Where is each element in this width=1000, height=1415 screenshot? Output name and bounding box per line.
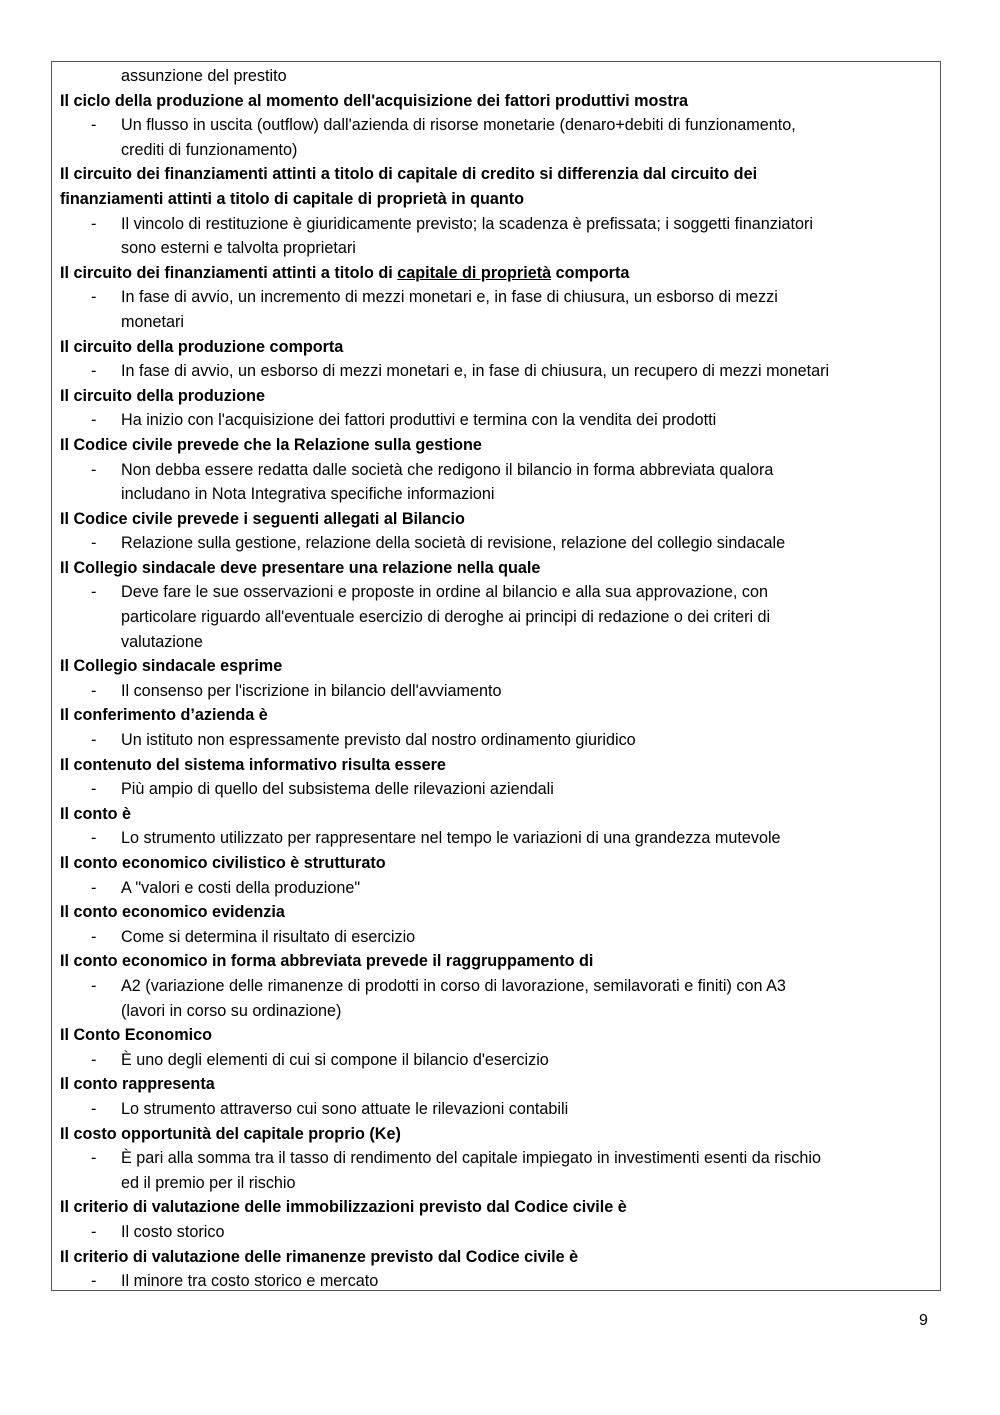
qa-item bbox=[60, 949, 932, 1023]
answer-text: crediti di funzionamento) bbox=[121, 140, 298, 159]
answer-text: ed il premio per il rischio bbox=[121, 1173, 296, 1192]
answer-text: A2 (variazione delle rimanenze di prodotti in corso di lavorazione, semilavorati e finiti) con A3 bbox=[121, 976, 786, 995]
qa-item bbox=[60, 261, 932, 335]
bullet-dash: - bbox=[91, 829, 97, 848]
answer-continuation bbox=[60, 138, 932, 163]
question-underlined-text: capitale di proprietà bbox=[397, 263, 552, 282]
bullet-dash: - bbox=[91, 116, 97, 135]
answer-text: Relazione sulla gestione, relazione della società di revisione, relazione del collegio sindacale bbox=[121, 534, 786, 553]
qa-box bbox=[51, 61, 941, 1291]
question: Il criterio di valutazione delle immobilizzazioni previsto dal Codice civile è bbox=[60, 1198, 627, 1217]
answer-continuation bbox=[60, 605, 932, 630]
answer-text: Più ampio di quello del subsistema delle rilevazioni aziendali bbox=[121, 780, 554, 799]
bullet-dash: - bbox=[91, 460, 97, 479]
question: Il Collegio sindacale esprime bbox=[60, 657, 283, 676]
question-text: Il circuito dei finanziamenti attinti a titolo di bbox=[60, 263, 398, 282]
bullet-dash: - bbox=[91, 1050, 97, 1069]
answer-text: Deve fare le sue osservazioni e proposte in ordine al bilancio e alla sua approvazione, con bbox=[121, 583, 768, 602]
bullet-dash: - bbox=[91, 681, 97, 700]
answer bbox=[60, 974, 932, 999]
qa-item bbox=[60, 1195, 932, 1244]
bullet-dash: - bbox=[91, 214, 97, 233]
question: Il conto economico in forma abbreviata prevede il raggruppamento di bbox=[60, 952, 594, 971]
question: Il conferimento d’azienda è bbox=[60, 706, 268, 725]
bullet-dash: - bbox=[91, 1099, 97, 1118]
answer-continuation bbox=[60, 999, 932, 1024]
answer bbox=[60, 1269, 932, 1294]
answer-text: Come si determina il risultato di esercizio bbox=[121, 927, 416, 946]
bullet-dash: - bbox=[91, 534, 97, 553]
qa-item bbox=[60, 753, 932, 802]
qa-item bbox=[60, 1072, 932, 1121]
answer-text: (lavori in corso su ordinazione) bbox=[121, 1001, 342, 1020]
qa-item bbox=[60, 384, 932, 433]
answer-text: sono esterni e talvolta proprietari bbox=[121, 239, 356, 258]
bullet-dash: - bbox=[91, 976, 97, 995]
qa-item bbox=[60, 556, 932, 654]
bullet-dash: - bbox=[91, 411, 97, 430]
answer bbox=[60, 777, 932, 802]
bullet-dash: - bbox=[91, 780, 97, 799]
lead-continuation: assunzione del prestito bbox=[121, 67, 287, 85]
question: Il conto rappresenta bbox=[60, 1075, 215, 1094]
question: Il Codice civile prevede i seguenti allegati al Bilancio bbox=[60, 509, 465, 528]
answer bbox=[60, 1146, 932, 1171]
answer-continuation bbox=[60, 236, 932, 261]
bullet-dash: - bbox=[91, 1149, 97, 1168]
answer-text: In fase di avvio, un esborso di mezzi monetari e, in fase di chiusura, un recupero di mezzi monetari bbox=[121, 362, 830, 381]
question: Il conto è bbox=[60, 804, 132, 823]
answer-text: È uno degli elementi di cui si compone il bilancio d'esercizio bbox=[121, 1050, 549, 1069]
answer-text: In fase di avvio, un incremento di mezzi monetari e, in fase di chiusura, un esborso di mezzi bbox=[121, 288, 778, 307]
qa-item bbox=[60, 89, 932, 163]
answer bbox=[60, 458, 932, 483]
answer-text: Un flusso in uscita (outflow) dall'azienda di risorse monetarie (denaro+debiti di funzionamento, bbox=[121, 116, 796, 135]
question: Il ciclo della produzione al momento dell'acquisizione dei fattori produttivi mostra bbox=[60, 91, 689, 110]
question: Il circuito dei finanziamenti attinti a titolo di capitale di credito si differenzia dal circuito dei bbox=[60, 165, 758, 184]
page-number: 9 bbox=[919, 1312, 928, 1329]
qa-item bbox=[60, 900, 932, 949]
answer bbox=[60, 728, 932, 753]
question: finanziamenti attinti a titolo di capitale di proprietà in quanto bbox=[60, 189, 525, 208]
answer-text: Il minore tra costo storico e mercato bbox=[121, 1272, 379, 1291]
answer bbox=[60, 113, 932, 138]
answer-text: A "valori e costi della produzione" bbox=[121, 878, 361, 897]
answer-text: monetari bbox=[121, 312, 184, 331]
question: Il conto economico civilistico è strutturato bbox=[60, 854, 386, 872]
qa-item bbox=[60, 433, 932, 507]
answer-text: Non debba essere redatta dalle società che redigono il bilancio in forma abbreviata qualora bbox=[121, 460, 774, 479]
question: Il circuito della produzione comporta bbox=[60, 337, 344, 356]
bullet-dash: - bbox=[91, 362, 97, 381]
answer-text: Il vincolo di restituzione è giuridicamente previsto; la scadenza è prefissata; i soggetti finanziatori bbox=[121, 214, 813, 233]
qa-item bbox=[60, 703, 932, 752]
question bbox=[60, 261, 932, 286]
answer bbox=[60, 212, 932, 237]
qa-item bbox=[60, 654, 932, 703]
bullet-dash: - bbox=[91, 731, 97, 750]
bullet-dash: - bbox=[91, 583, 97, 602]
answer bbox=[60, 359, 932, 384]
question: Il circuito della produzione bbox=[60, 386, 266, 405]
bullet-dash: - bbox=[91, 878, 97, 897]
answer bbox=[60, 1220, 932, 1245]
answer-text: includano in Nota Integrativa specifiche informazioni bbox=[121, 485, 495, 504]
answer-text: Lo strumento attraverso cui sono attuate le rilevazioni contabili bbox=[121, 1099, 569, 1118]
qa-item bbox=[60, 1023, 932, 1072]
qa-item bbox=[60, 1122, 932, 1196]
question-text: comporta bbox=[551, 263, 630, 282]
answer-text: Il consenso per l'iscrizione in bilancio dell'avviamento bbox=[121, 681, 502, 700]
answer-text: particolare riguardo all'eventuale esercizio di deroghe ai principi di redazione o dei criteri di bbox=[121, 608, 771, 627]
answer bbox=[60, 531, 932, 556]
bullet-dash: - bbox=[91, 1222, 97, 1241]
answer bbox=[60, 580, 932, 605]
answer-continuation bbox=[60, 1171, 932, 1196]
question: Il Collegio sindacale deve presentare una relazione nella quale bbox=[60, 558, 541, 577]
answer bbox=[60, 1097, 932, 1122]
qa-item bbox=[60, 802, 932, 851]
answer-text: Il costo storico bbox=[121, 1222, 225, 1241]
question: Il Codice civile prevede che la Relazione sulla gestione bbox=[60, 435, 482, 454]
answer-continuation bbox=[60, 482, 932, 507]
answer bbox=[60, 826, 932, 851]
answer bbox=[60, 876, 932, 901]
question: Il conto economico evidenzia bbox=[60, 903, 285, 922]
answer bbox=[60, 285, 932, 310]
answer-text: valutazione bbox=[121, 632, 203, 651]
answer-continuation bbox=[60, 310, 932, 335]
answer bbox=[60, 679, 932, 704]
answer-text: Ha inizio con l'acquisizione dei fattori produttivi e termina con la vendita dei prodotti bbox=[121, 411, 717, 430]
question: Il costo opportunità del capitale proprio (Ke) bbox=[60, 1124, 401, 1143]
bullet-dash: - bbox=[91, 927, 97, 946]
answer-continuation bbox=[60, 630, 932, 655]
qa-item bbox=[60, 162, 932, 260]
qa-list bbox=[60, 89, 932, 1294]
bullet-dash: - bbox=[91, 1272, 97, 1291]
question: Il contenuto del sistema informativo risulta essere bbox=[60, 755, 446, 774]
qa-item bbox=[60, 1245, 932, 1294]
qa-item bbox=[60, 507, 932, 556]
answer-text: Lo strumento utilizzato per rappresentare nel tempo le variazioni di una grandezza mutevole bbox=[121, 829, 781, 848]
qa-item bbox=[60, 851, 932, 900]
answer bbox=[60, 925, 932, 950]
question: Il Conto Economico bbox=[60, 1026, 212, 1045]
question: Il criterio di valutazione delle rimanenze previsto dal Codice civile è bbox=[60, 1247, 579, 1266]
answer-text: È pari alla somma tra il tasso di rendimento del capitale impiegato in investimenti esenti da rischio bbox=[121, 1149, 821, 1168]
qa-item bbox=[60, 335, 932, 384]
answer bbox=[60, 408, 932, 433]
answer-text: Un istituto non espressamente previsto dal nostro ordinamento giuridico bbox=[121, 731, 636, 750]
bullet-dash: - bbox=[91, 288, 97, 307]
answer bbox=[60, 1048, 932, 1073]
